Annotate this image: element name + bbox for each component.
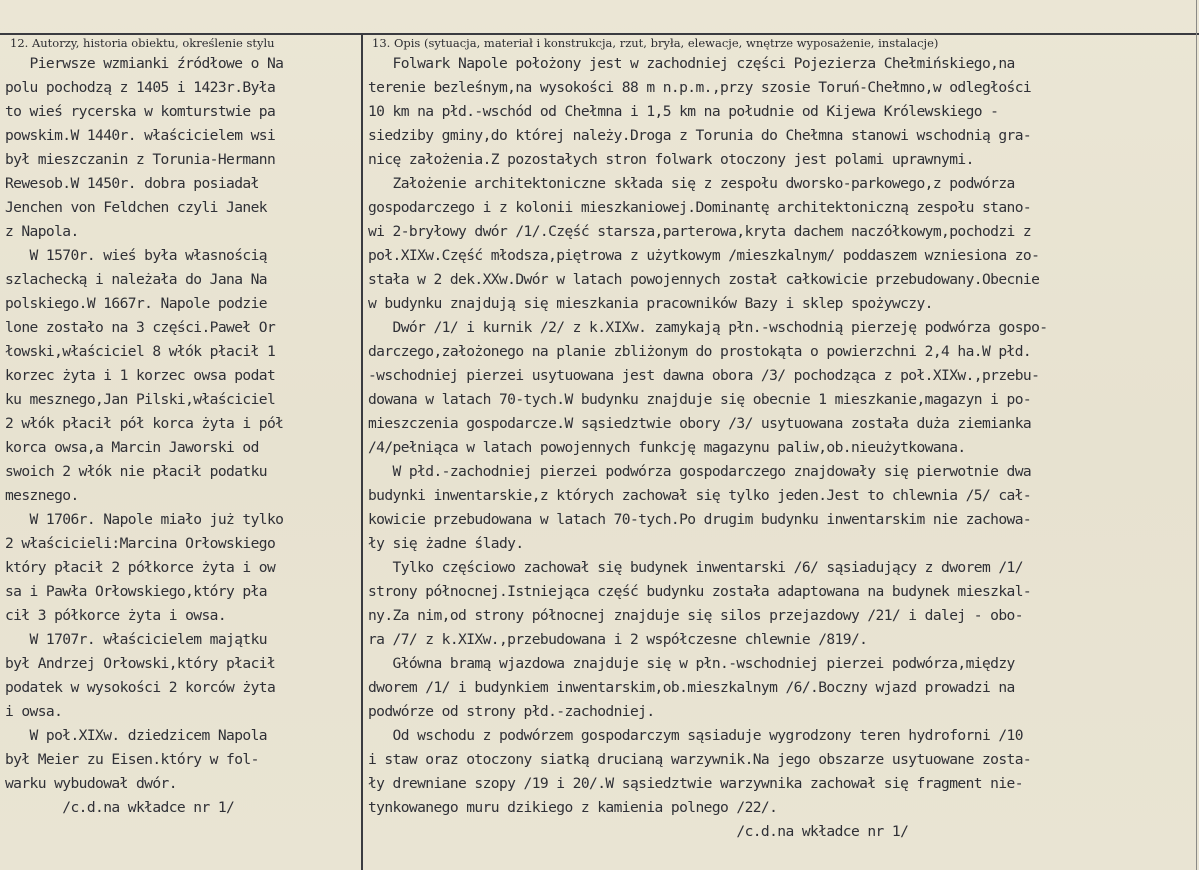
text-line: siedziby gminy,do której należy.Droga z Torunia do Chełmna stanowi wschodnią gra- bbox=[368, 127, 1032, 144]
text-line: i staw oraz otoczony siatką drucianą warzywnik.Na jego obszarze usytuowane zosta- bbox=[368, 751, 1032, 768]
text-line: Folwark Napole położony jest w zachodniej części Pojezierza Chełmińskiego,na bbox=[368, 55, 1015, 72]
text-line: stała w 2 dek.XXw.Dwór w latach powojennych został całkowicie przebudowany.Obecnie bbox=[368, 271, 1040, 288]
text-line: szlachecką i należała do Jana Na bbox=[5, 271, 267, 288]
text-line: cił 3 półkorce żyta i owsa. bbox=[5, 607, 227, 624]
text-line: /c.d.na wkładce nr 1/ bbox=[368, 823, 909, 840]
text-line: z Napola. bbox=[5, 223, 79, 240]
text-line: polu pochodzą z 1405 i 1423r.Była bbox=[5, 79, 276, 96]
text-line: łowski,właściciel 8 włók płacił 1 bbox=[5, 343, 276, 360]
text-line: nicę założenia.Z pozostałych stron folwark otoczony jest polami uprawnymi. bbox=[368, 151, 974, 168]
text-line: ku mesznego,Jan Pilski,właściciel bbox=[5, 391, 276, 408]
text-line: wi 2-bryłowy dwór /1/.Część starsza,parterowa,kryta dachem naczółkowym,pochodzi z bbox=[368, 223, 1032, 240]
text-line: powskim.W 1440r. właścicielem wsi bbox=[5, 127, 276, 144]
text-line: W 1706r. Napole miało już tylko bbox=[5, 511, 284, 528]
text-line: Od wschodu z podwórzem gospodarczym sąsiaduje wygrodzony teren hydroforni /10 bbox=[368, 727, 1023, 744]
history-column bbox=[5, 52, 357, 820]
text-line: to wieś rycerska w komturstwie pa bbox=[5, 103, 276, 120]
text-line: kowicie przebudowana w latach 70-tych.Po drugim budynku inwentarskim nie zachowa- bbox=[368, 511, 1032, 528]
text-line: dworem /1/ i budynkiem inwentarskim,ob.mieszkalnym /6/.Boczny wjazd prowadzi na bbox=[368, 679, 1015, 696]
text-line: i owsa. bbox=[5, 703, 63, 720]
text-line: mieszczenia gospodarcze.W sąsiedztwie obory /3/ usytuowana została duża ziemianka bbox=[368, 415, 1032, 432]
text-line: Założenie architektoniczne składa się z zespołu dworsko-parkowego,z podwórza bbox=[368, 175, 1015, 192]
text-line: ra /7/ z k.XIXw.,przebudowana i 2 współczesne chlewnie /819/. bbox=[368, 631, 868, 648]
text-line: W poł.XIXw. dziedzicem Napola bbox=[5, 727, 267, 744]
text-line: W 1707r. właścicielem majątku bbox=[5, 631, 267, 648]
text-line: był Meier zu Eisen.który w fol- bbox=[5, 751, 259, 768]
text-line: dowana w latach 70-tych.W budynku znajduje się obecnie 1 mieszkanie,magazyn i po- bbox=[368, 391, 1032, 408]
column-divider bbox=[361, 35, 363, 870]
text-line: w budynku znajdują się mieszkania pracowników Bazy i sklep spożywczy. bbox=[368, 295, 933, 312]
text-line: korzec żyta i 1 korzec owsa podat bbox=[5, 367, 276, 384]
text-line: ny.Za nim,od strony północnej znajduje się silos przejazdowy /21/ i dalej - obo- bbox=[368, 607, 1023, 624]
text-line: W 1570r. wieś była własnością bbox=[5, 247, 267, 264]
text-line: gospodarczego i z kolonii mieszkaniowej.Dominantę architektoniczną zespołu stano- bbox=[368, 199, 1032, 216]
text-line: lone zostało na 3 części.Paweł Or bbox=[5, 319, 276, 336]
text-line: darczego,założonego na planie zbliżonym do prostokąta o powierzchni 2,4 ha.W płd. bbox=[368, 343, 1032, 360]
left-column-header: 12. Autorzy, historia obiektu, określenie stylu bbox=[10, 36, 275, 50]
text-line: swoich 2 włók nie płacił podatku bbox=[5, 463, 267, 480]
text-line: /4/pełniąca w latach powojennych funkcję magazynu paliw,ob.nieużytkowana. bbox=[368, 439, 966, 456]
header-rule bbox=[0, 33, 1199, 35]
text-line: ły drewniane szopy /19 i 20/.W sąsiedztwie warzywnika zachował się fragment nie- bbox=[368, 775, 1023, 792]
text-line: Główna bramą wjazdowa znajduje się w płn.-wschodniej pierzei podwórza,między bbox=[368, 655, 1015, 672]
text-line: był mieszczanin z Torunia-Hermann bbox=[5, 151, 276, 168]
text-line: sa i Pawła Orłowskiego,który pła bbox=[5, 583, 267, 600]
text-line: Dwór /1/ i kurnik /2/ z k.XIXw. zamykają płn.-wschodnią pierzeję podwórza gospo- bbox=[368, 319, 1048, 336]
text-line: podwórze od strony płd.-zachodniej. bbox=[368, 703, 655, 720]
text-line: polskiego.W 1667r. Napole podzie bbox=[5, 295, 267, 312]
text-line: Rewesob.W 1450r. dobra posiadał bbox=[5, 175, 259, 192]
text-line: tynkowanego muru dzikiego z kamienia polnego /22/. bbox=[368, 799, 778, 816]
text-line: Pierwsze wzmianki źródłowe o Na bbox=[5, 55, 284, 72]
text-line: strony północnej.Istniejąca część budynku została adaptowana na budynek mieszkal- bbox=[368, 583, 1032, 600]
description-column bbox=[368, 52, 1196, 844]
text-line: ły się żadne ślady. bbox=[368, 535, 524, 552]
text-line: -wschodniej pierzei usytuowana jest dawna obora /3/ pochodząca z poł.XIXw.,przebu- bbox=[368, 367, 1040, 384]
text-line: mesznego. bbox=[5, 487, 79, 504]
right-column-header: 13. Opis (sytuacja, materiał i konstrukcja, rzut, bryła, elewacje, wnętrze wyposażenie, instalacje) bbox=[372, 36, 939, 50]
text-line: korca owsa,a Marcin Jaworski od bbox=[5, 439, 259, 456]
text-line: 2 właścicieli:Marcina Orłowskiego bbox=[5, 535, 276, 552]
text-line: terenie bezleśnym,na wysokości 88 m n.p.m.,przy szosie Toruń-Chełmno,w odległości bbox=[368, 79, 1032, 96]
text-line: był Andrzej Orłowski,który płacił bbox=[5, 655, 276, 672]
text-line: /c.d.na wkładce nr 1/ bbox=[5, 799, 235, 816]
text-line: budynki inwentarskie,z których zachował się tylko jeden.Jest to chlewnia /5/ cał- bbox=[368, 487, 1032, 504]
text-line: poł.XIXw.Część młodsza,piętrowa z użytkowym /mieszkalnym/ poddaszem wzniesiona zo- bbox=[368, 247, 1040, 264]
text-line: podatek w wysokości 2 korców żyta bbox=[5, 679, 276, 696]
text-line: który płacił 2 półkorce żyta i ow bbox=[5, 559, 276, 576]
text-line: W płd.-zachodniej pierzei podwórza gospodarczego znajdowały się pierwotnie dwa bbox=[368, 463, 1032, 480]
text-line: 2 włók płacił pół korca żyta i pół bbox=[5, 415, 284, 432]
text-line: Tylko częściowo zachował się budynek inwentarski /6/ sąsiadujący z dworem /1/ bbox=[368, 559, 1023, 576]
text-line: warku wybudował dwór. bbox=[5, 775, 177, 792]
text-line: Jenchen von Feldchen czyli Janek bbox=[5, 199, 267, 216]
page-edge bbox=[1196, 0, 1197, 870]
text-line: 10 km na płd.-wschód od Chełmna i 1,5 km na południe od Kijewa Królewskiego - bbox=[368, 103, 999, 120]
